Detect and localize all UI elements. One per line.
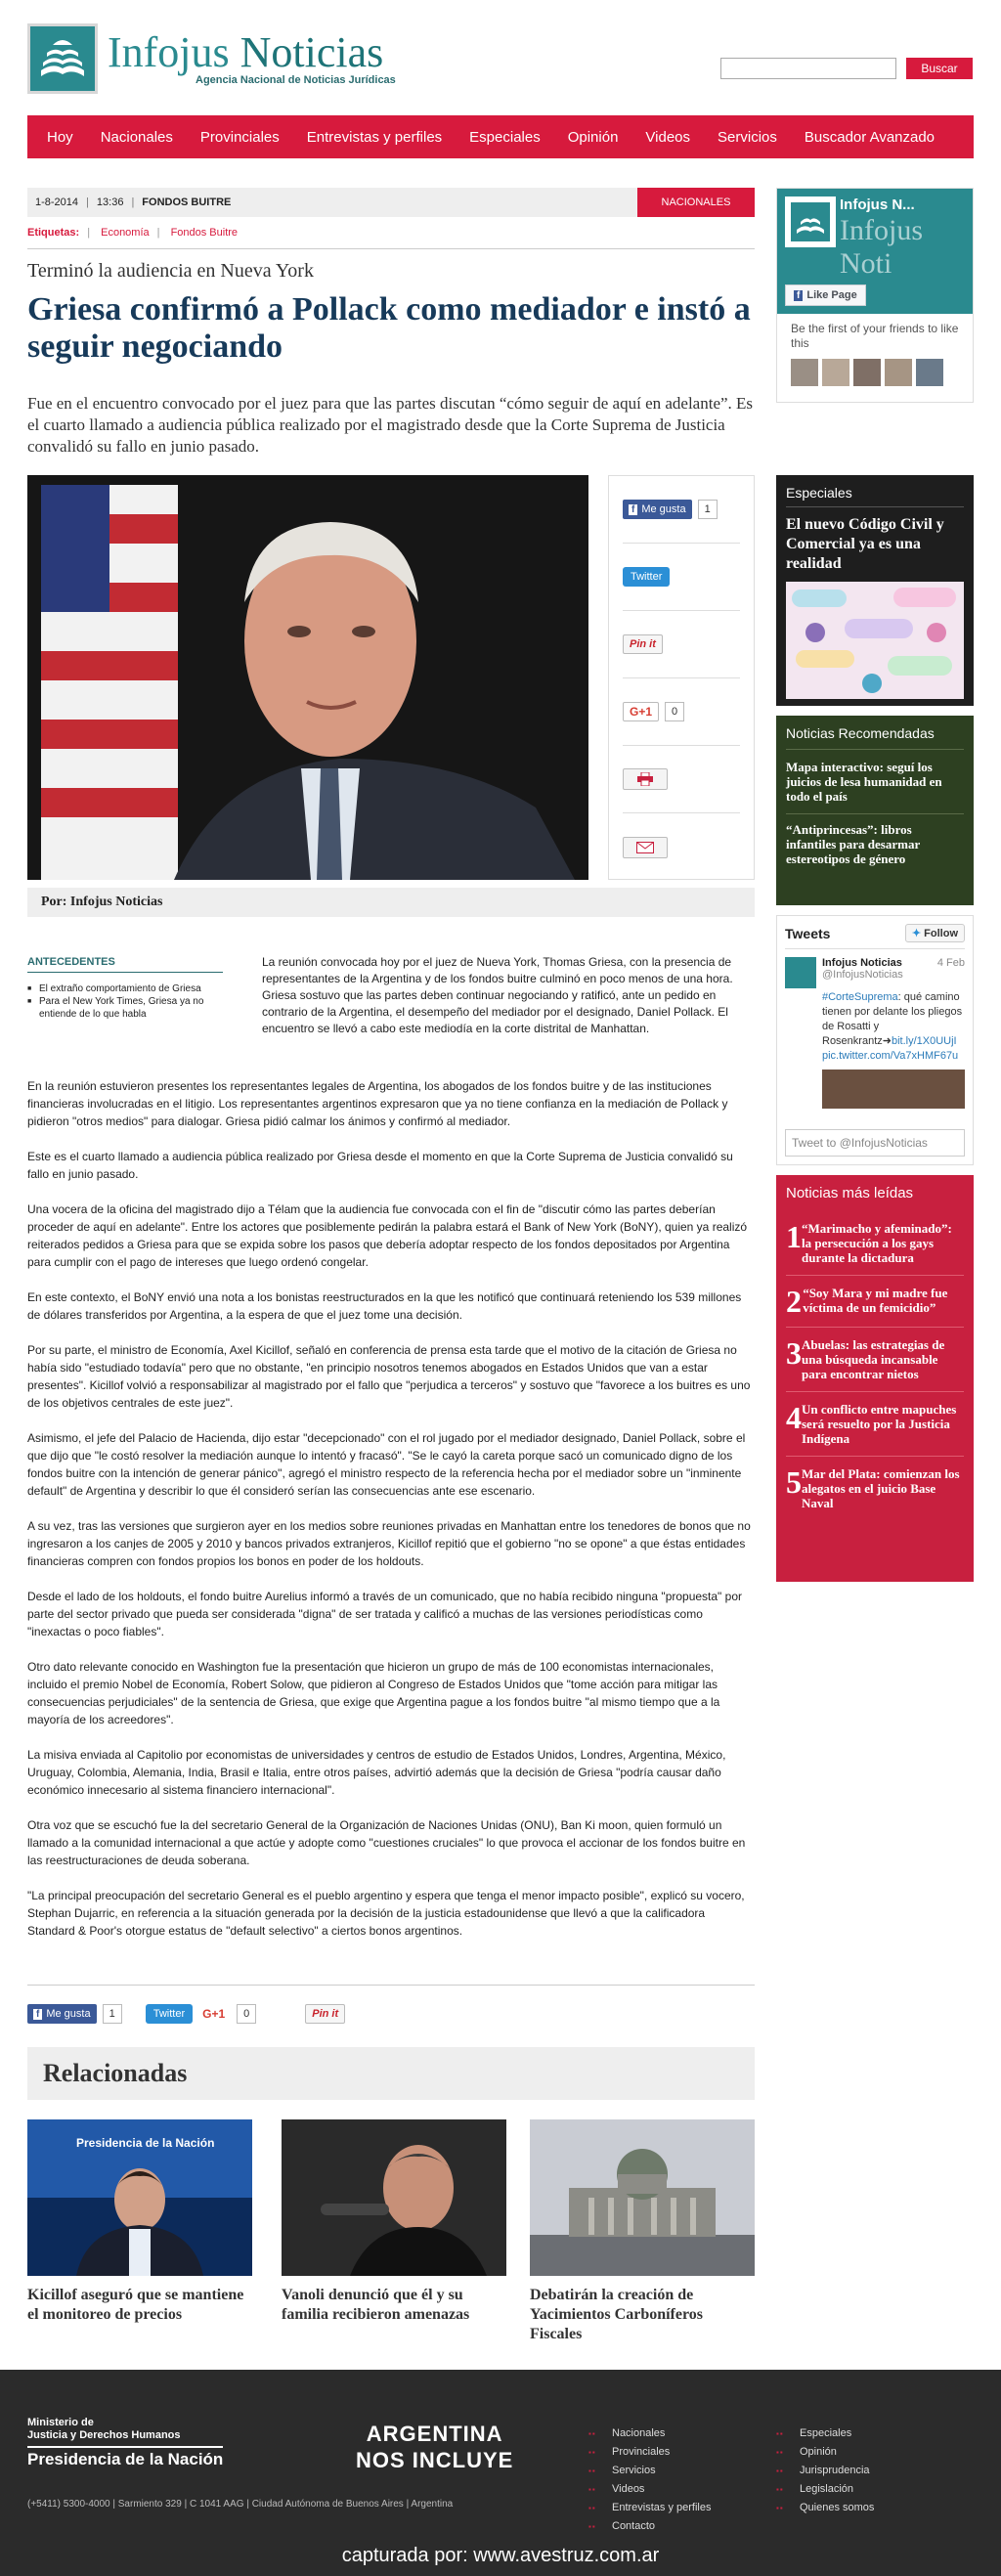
nav-item-buscador[interactable]: Buscador Avanzado: [804, 128, 936, 146]
email-icon: [636, 842, 654, 853]
fb-like-page-button[interactable]: f Like Page: [785, 284, 866, 306]
antecedente-link[interactable]: ■ El extraño comportamiento de Griesa: [27, 982, 223, 995]
paragraph: Desde el lado de los holdouts, el fondo buitre Aurelius informó a través de un comunicado, que no había recibido ninguna "propuesta" por parte del sector privado que pueda ser considerada "digna" de ser tratada y calificó a muchas de las versiones periodísticas como "inexactas o poco fiables".: [27, 1590, 742, 1638]
especiales-title[interactable]: El nuevo Código Civil y Comercial ya es una realidad: [786, 516, 944, 572]
footer-links-2: [776, 2424, 874, 2517]
paragraph: Asimismo, el jefe del Palacio de Hacienda, dijo estar "decepcionado" con el rol jugado por el mediador designado, Daniel Pollack, sobre el que dijo que "le costó resolver la mediación aunque lo intentó y fracasó". "Se le cayó la careta porque sacó un comunicado digno de los fondos buitre con la intención de generar pánico", agregó el ministro respecto de la referencia hecha por el mediador sobre un "inminente default" de Argentina y describir lo que él consideró serían las consecuencias ante ese escenario.: [27, 1431, 746, 1498]
related-image: [530, 2119, 755, 2276]
related-title[interactable]: Kicillof aseguró que se mantiene el monitoreo de precios: [27, 2287, 244, 2323]
argentina-nos-incluye-logo: ARGENTINA NOS INCLUYE: [356, 2422, 514, 2472]
avatar[interactable]: [791, 359, 818, 386]
antecedente-link[interactable]: ■ Para el New York Times, Griesa ya no entiende de lo que habla: [27, 995, 223, 1021]
fb-friend-faces: [777, 359, 973, 386]
site-footer: [0, 2370, 1001, 2536]
tweet-button[interactable]: Twitter: [146, 2004, 193, 2024]
tag-link[interactable]: Fondos Buitre: [170, 227, 239, 239]
footer-link[interactable]: ▪▪ Legislación: [776, 2480, 874, 2499]
especiales-image: [786, 582, 964, 699]
nav-item-nacionales[interactable]: Nacionales: [100, 128, 173, 146]
article-byline: Por: Infojus Noticias: [27, 888, 755, 917]
nav-item-videos[interactable]: Videos: [645, 128, 691, 146]
facebook-like-button[interactable]: f Me gusta: [623, 500, 692, 519]
main-nav: [27, 115, 974, 158]
recomendada-link[interactable]: Mapa interactivo: seguí los juicios de lesa humanidad en todo el país: [786, 760, 942, 804]
paragraph: "La principal preocupación del secretario General es el pueblo argentino y espera que tenga el menor impacto posible", explicó su vocero, Stephan Dujarric, en referencia a la situación generada por la decisión de la justicia estadounidense que llevó a que la calificadora Standard & Poor's otorgue estatus de "default selectivo" a ciertos bonos argentinos.: [27, 1889, 745, 1938]
article-intro: La reunión convocada hoy por el juez de Nueva York, Thomas Griesa, con la presencia de representantes de la Argentina y de los fondos buitre culminó en poco menos de una hora. Griesa sostuvo que las partes deben continuar negociando y ratificó, ante un pedido en contrario de la Argentina, el desempeño del mediador por el designado, Daniel Pollack. El encuentro se llevó a cabo este mediodía en la corte distrital de Manhattan.: [262, 955, 733, 1035]
tweet-link[interactable]: bit.ly/1X0UUjI: [891, 1035, 957, 1047]
twitter-timeline: [776, 915, 974, 1165]
list-item[interactable]: 5 Mar del Plata: comienzan los alegatos en el juicio Base Naval: [786, 1464, 960, 1510]
footer-link[interactable]: ▪▪ Nacionales: [588, 2424, 711, 2443]
search-form: [720, 58, 973, 79]
tweet-link[interactable]: pic.twitter.com/Va7xHMF67u: [822, 1050, 959, 1062]
google-plus-button[interactable]: G+1: [202, 2007, 226, 2021]
tweet-handle[interactable]: @InfojusNoticias: [822, 969, 903, 981]
book-logo-icon: [27, 23, 98, 94]
twitter-follow-button[interactable]: ✦ Follow: [905, 924, 965, 942]
list-item[interactable]: 4 Un conflicto entre mapuches será resuelto por la Justicia Indígena: [786, 1402, 964, 1457]
paragraph: Otra voz que se escuchó fue la del secretario General de la Organización de Naciones Unidas (ONU), Ban Ki moon, quien formuló un llamado a la comunidad internacional a que actúe y adopte como "cuestiones cruciales" lo que provoca el accionar de los fondos buitre en las reestructuraciones de deuda soberana.: [27, 1818, 746, 1867]
share-bar-bottom: [27, 2004, 345, 2024]
article-body: [27, 1077, 755, 1957]
fb-friends-text: Be the first of your friends to like this: [791, 322, 959, 350]
paragraph: A su vez, tras las versiones que surgieron ayer en los medios sobre reuniones privadas en Manhattan entre los tenedores de bonos que no ingresaron a los canjes de 2005 y 2010 y bancos privados extranjeros, Kicillof repitió que el gobierno "no se opone" a que éstas entidades financieras compren con fondos propios los bonos en poder de los holdouts.: [27, 1519, 751, 1568]
site-name: Infojus Noticias: [108, 28, 384, 76]
mas-leidas-heading: Noticias más leídas: [786, 1185, 914, 1201]
footer-address: (+5411) 5300-4000 | Sarmiento 329 | C 1041 AAG | Ciudad Autónoma de Buenos Aires | Argentina: [27, 2499, 454, 2510]
capture-watermark: capturada por: www.avestruz.com.ar: [0, 2536, 1001, 2576]
search-input[interactable]: [720, 58, 896, 79]
article-time: 13:36: [96, 196, 124, 208]
ministerio-logo[interactable]: Ministerio de Justicia y Derechos Humanos: [27, 2417, 181, 2441]
related-image: [27, 2119, 252, 2276]
list-item[interactable]: 1 “Marimacho y afeminado”: la persecución a los gays durante la dictadura: [786, 1221, 964, 1276]
tweet-compose-box[interactable]: Tweet to @InfojusNoticias: [785, 1129, 965, 1157]
nav-item-servicios[interactable]: Servicios: [718, 128, 777, 146]
footer-link[interactable]: ▪▪ Videos: [588, 2480, 711, 2499]
divider: [27, 248, 755, 249]
search-button[interactable]: Buscar: [906, 58, 973, 79]
paragraph: Por su parte, el ministro de Economía, Axel Kicillof, señaló en conferencia de prensa esta tarde que el motivo de la citación de Griesa no había sido "estudiado todavía" pero que no obstante, "en principio nosotros tenemos abogados en Estados Unidos que van a estar presentes". Kicillof volvió a responsabilizar al magistrado por el fallo que "perjudica a terceros" y sostuvo que "favorece a los buitres es uno de los objetivos centrales de este juez".: [27, 1343, 751, 1410]
related-image: [282, 2119, 506, 2276]
footer-links-1: [588, 2424, 711, 2536]
avatar[interactable]: [785, 957, 816, 988]
related-title[interactable]: Debatirán la creación de Yacimientos Carboníferos Fiscales: [530, 2287, 704, 2342]
related-item[interactable]: [282, 2119, 506, 2325]
tweet-author[interactable]: Infojus Noticias: [822, 957, 902, 969]
tweet-image[interactable]: [822, 1070, 965, 1109]
nav-item-hoy[interactable]: Hoy: [47, 128, 73, 146]
fb-page-name[interactable]: Infojus N...: [840, 196, 915, 213]
footer-link[interactable]: ▪▪ Opinión: [776, 2443, 874, 2462]
paragraph: En la reunión estuvieron presentes los representantes legales de Argentina, los abogados de los fondos buitre y de las instituciones financieras involucradas en el litigio. Los representantes argentinos expresaron que ya no tiene confianza en la mediación de Pollack y pidieron "otros medios" para dialogar. Griesa pidió calmar los ánimos y confirmó al mediador.: [27, 1079, 728, 1128]
avatar[interactable]: [916, 359, 943, 386]
related-image-caption: Presidencia de la Nación: [76, 2136, 215, 2150]
avatar[interactable]: [822, 359, 849, 386]
paragraph: En este contexto, el BoNY envió una nota a los bonistas reestructurados en la que les notificó que continuará reteniendo los 539 millones de dólares transferidos por Argentina, a la espera de que el juez tome una decisión.: [27, 1290, 742, 1322]
paragraph: Otro dato relevante conocido en Washington fue la presentación que hicieron un grupo de más de 100 economistas internacionales, incluido el premio Nobel de Economía, Robert Solow, que pidieron al Congreso de Estados Unidos que "tome acción para mitigar las consecuencias perjudiciales" de la sentencia de Griesa, que exige que Argentina pague a los fondos buitre "al mismo tiempo que a la mayoría de los acreedores".: [27, 1660, 720, 1726]
footer-link[interactable]: ▪▪ Servicios: [588, 2462, 711, 2480]
article-lead: Fue en el encuentro convocado por el juez para que las partes discutan “cómo seguir de aquí en adelante”. Es el cuarto llamado a audiencia pública realizado por el magistrado desde que la Corte Suprema de Justicia convalidó su fallo en junio pasado.: [27, 394, 754, 456]
nav-item-especiales[interactable]: Especiales: [469, 128, 541, 146]
like-count: 1: [698, 500, 718, 519]
nav-item-entrevistas[interactable]: Entrevistas y perfiles: [306, 128, 443, 146]
recomendadas-box: [776, 716, 974, 905]
nav-item-opinion[interactable]: Opinión: [567, 128, 619, 146]
footer-link[interactable]: ▪▪ Contacto: [588, 2517, 711, 2536]
email-button[interactable]: [623, 837, 668, 858]
print-button[interactable]: [623, 768, 668, 790]
antecedentes-box: [27, 956, 223, 1021]
google-plus-button[interactable]: G+1: [623, 702, 659, 721]
avatar[interactable]: [853, 359, 881, 386]
article-kicker: Terminó la audiencia en Nueva York: [27, 260, 314, 282]
presidencia-logo[interactable]: Presidencia de la Nación: [27, 2446, 223, 2469]
tag-link[interactable]: Economía: [101, 227, 150, 239]
gplus-count: 0: [665, 702, 684, 721]
recomendada-link[interactable]: “Antiprincesas”: libros infantiles para desarmar estereotipos de género: [786, 813, 964, 866]
article-topic[interactable]: FONDOS BUITRE: [142, 196, 232, 208]
list-item[interactable]: 2 “Soy Mara y mi madre fue víctima de un femicidio”: [786, 1286, 964, 1328]
related-heading: Relacionadas: [27, 2047, 755, 2100]
antecedentes-title: ANTECEDENTES: [27, 956, 223, 973]
divider: [27, 1985, 755, 1986]
like-count: 1: [103, 2004, 122, 2024]
facebook-page-widget: [776, 188, 974, 403]
related-item[interactable]: [27, 2119, 252, 2325]
paragraph: La misiva enviada al Capitolio por economistas de universidades y centros de estudio de Estados Unidos, Londres, Argentina, México, Uruguay, Colombia, Alemania, India, Brasil e Italia, entre otros países, advirtió además que la decisión de Griesa "podría causar daño económico innecesario al sistema financiero internacional".: [27, 1748, 726, 1797]
site-header: [0, 0, 1001, 115]
footer-link[interactable]: ▪▪ Jurisprudencia: [776, 2462, 874, 2480]
gplus-count: 0: [237, 2004, 256, 2024]
twitter-bird-icon: ✦: [911, 928, 922, 939]
tweet-button[interactable]: Twitter: [623, 567, 670, 587]
section-badge[interactable]: NACIONALES: [637, 188, 755, 217]
article-date: 1-8-2014: [35, 196, 79, 208]
tweet: [785, 957, 965, 988]
page-avatar[interactable]: [785, 196, 836, 247]
nav-item-provinciales[interactable]: Provinciales: [199, 128, 280, 146]
especiales-box[interactable]: [776, 475, 974, 706]
print-icon: [637, 772, 653, 786]
share-panel: [608, 475, 755, 880]
facebook-like-button[interactable]: f Me gusta: [27, 2004, 97, 2024]
footer-link[interactable]: ▪▪ Entrevistas y perfiles: [588, 2499, 711, 2517]
facebook-icon: f: [33, 2009, 42, 2020]
related-title[interactable]: Vanoli denunció que él y su familia recibieron amenazas: [282, 2287, 470, 2323]
related-item[interactable]: [530, 2119, 755, 2344]
tweet-text: #CorteSuprema: qué camino tienen por delante los pliegos de Rosatti y Rosenkrantz➜bit.ly/1X0UUjI pic.twitter.com/Va7xHMF67u: [822, 991, 963, 1062]
site-logo[interactable]: [27, 23, 396, 94]
footer-link[interactable]: ▪▪ Provinciales: [588, 2443, 711, 2462]
list-item[interactable]: 3 Abuelas: las estrategias de una búsqueda incansable para encontrar nietos: [786, 1337, 964, 1392]
tweet-hashtag[interactable]: #CorteSuprema: [822, 991, 898, 1003]
article-photo: [27, 475, 588, 880]
footer-link[interactable]: ▪▪ Quienes somos: [776, 2499, 874, 2517]
site-subtitle: Agencia Nacional de Noticias Jurídicas: [196, 74, 396, 86]
tags-label: Etiquetas:: [27, 227, 80, 239]
mas-leidas-box: [776, 1175, 974, 1582]
article-meta: 1-8-2014 | 13:36 | FONDOS BUITRE: [27, 188, 755, 217]
fb-cover-text: Infojus Noti: [840, 214, 923, 280]
especiales-heading: Especiales: [786, 485, 964, 507]
avatar[interactable]: [885, 359, 912, 386]
recomendadas-heading: Noticias Recomendadas: [786, 725, 964, 750]
pinterest-button[interactable]: Pin it: [623, 634, 663, 654]
paragraph: Una vocera de la oficina del magistrado dijo a Télam que la audiencia fue convocada con el fin de "discutir cómo las partes deberían proceder de aquí en adelante". Entre los actores que posiblemente pedirán la palabra estará el Bank of New York (BoNY), quien ya realizó reiterados pedidos a Griesa para que se expida sobre los pasos que debería adoptar respecto de los fondos depositados por Argentina para cumplir con el pago de intereses que luego ordenó congelar.: [27, 1202, 748, 1269]
article-headline: Griesa confirmó a Pollack como mediador e instó a seguir negociando: [27, 291, 751, 365]
tweets-heading: Tweets: [785, 925, 831, 941]
facebook-icon: f: [794, 290, 803, 301]
footer-link[interactable]: ▪▪ Especiales: [776, 2424, 874, 2443]
paragraph: Este es el cuarto llamado a audiencia pública realizado por Griesa desde el momento en que la Corte Suprema de Justicia convalidó su fallo en junio pasado.: [27, 1150, 733, 1181]
facebook-icon: f: [629, 504, 637, 515]
tweet-date[interactable]: 4 Feb: [936, 957, 965, 969]
pinterest-button[interactable]: Pin it: [305, 2004, 345, 2024]
article-tags: Etiquetas: | Economía | Fondos Buitre: [27, 227, 239, 239]
